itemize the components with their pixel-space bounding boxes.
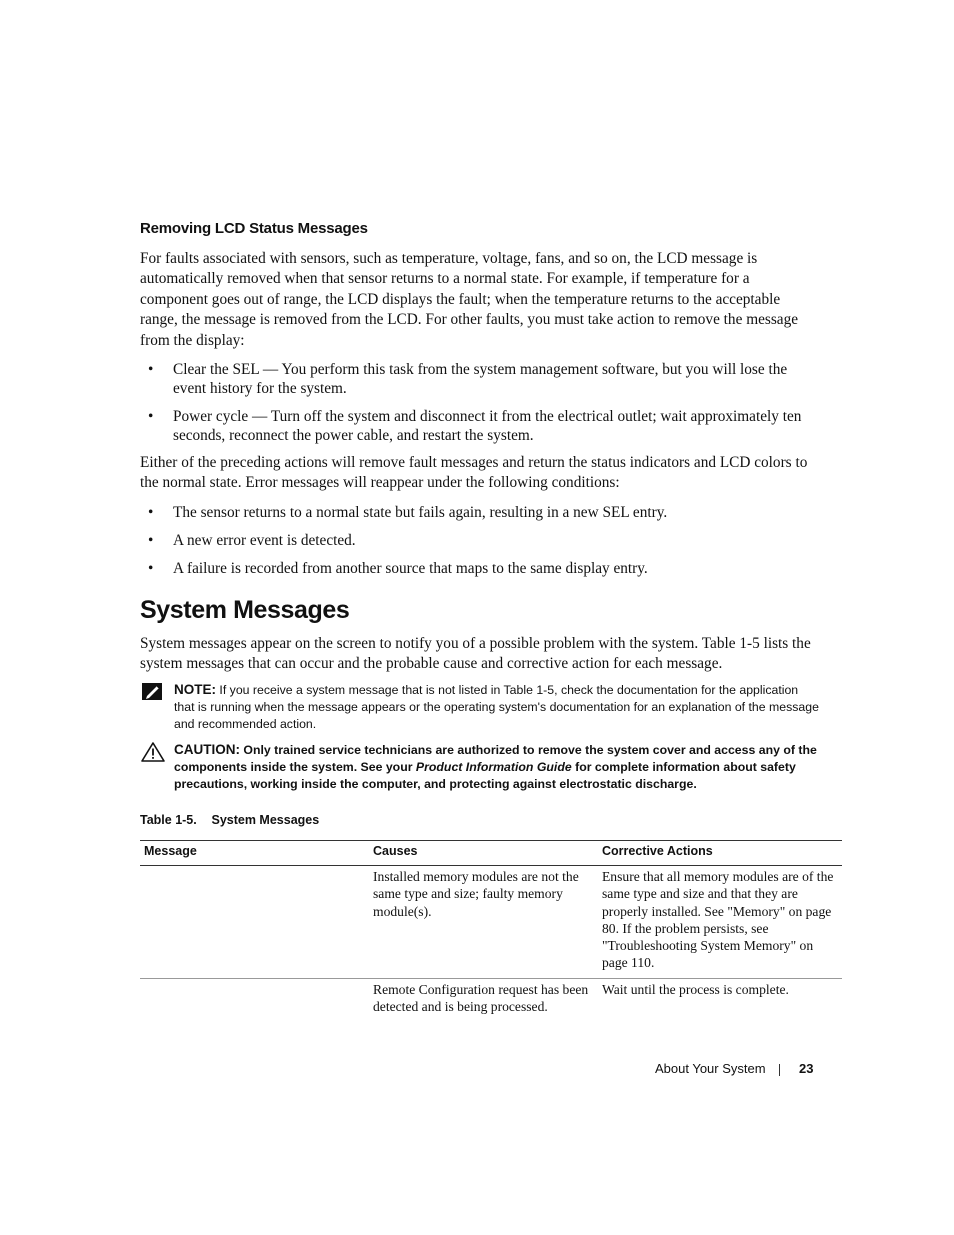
message-cell [140, 868, 369, 978]
page-number: 23 [799, 1061, 814, 1076]
list-item [140, 503, 820, 522]
bullet-icon: • [148, 504, 154, 521]
warning-triangle-icon [140, 741, 166, 763]
followup-paragraph: Either of the preceding actions will remove fault messages and return the status indicators and LCD colors to the normal state. Error messages will reappear under the following conditions: [140, 454, 808, 492]
intro-paragraph: For faults associated with sensors, such as temperature, voltage, fans, and so on, the LCD message is automatically removed when that sensor returns to a normal state. For example, if temperature for a component goes out of range, the LCD displays the fault; when the temperature returns to the acceptable range, the message is removed from the LCD. For other faults, you must take action to remove the message from the display: [140, 250, 799, 349]
table-caption [140, 813, 319, 827]
bullet-icon: • [148, 560, 154, 577]
list-item-text: A failure is recorded from another source that maps to the same display entry. [173, 560, 648, 577]
note-label: NOTE: [174, 682, 216, 697]
main-paragraph: System messages appear on the screen to notify you of a possible problem with the system. Table 1-5 lists the system messages that can occur and the probable cause and corrective action for each message. [140, 635, 811, 672]
message-cell [140, 981, 369, 1022]
table-row [140, 979, 842, 1022]
table-number: Table 1-5. [140, 813, 197, 827]
caution-text: Only trained service technicians are authorized to remove the system cover and access any of the components inside the system. See your [174, 743, 817, 775]
actions-cell: Wait until the process is complete. [602, 981, 789, 997]
conditions-list [140, 503, 820, 587]
system-messages-table [140, 840, 842, 1021]
footer-section-title: About Your System [655, 1061, 766, 1076]
removal-actions-list [140, 360, 820, 454]
list-item [140, 407, 820, 445]
table-title: System Messages [211, 813, 320, 827]
actions-cell: Ensure that all memory modules are of the same type and size and that they are properly installed. See "Memory" on page 80. If the problem persists, see "Troubleshooting System Memory" on page 110. [602, 869, 834, 971]
table-row [140, 866, 842, 979]
table-header [140, 841, 842, 866]
note-text: If you receive a system message that is not listed in Table 1-5, check the documentation for the application that is running when the message appears or the operating system's documentation for an explanation of the message and recommended action. [174, 683, 819, 732]
causes-cell: Remote Configuration request has been detected and is being processed. [373, 981, 589, 1015]
caution-box [140, 741, 820, 794]
footer-divider [779, 1064, 780, 1076]
list-item-text: Clear the SEL — You perform this task from the system management software, but you will lose the event history for the system. [173, 361, 788, 397]
column-header-causes: Causes [373, 844, 418, 858]
note-box [140, 681, 820, 734]
list-item [140, 360, 820, 398]
list-item-text: The sensor returns to a normal state but fails again, resulting in a new SEL entry. [173, 504, 668, 521]
list-item [140, 531, 820, 550]
product-guide-reference: Product Information Guide [415, 760, 572, 775]
caution-label: CAUTION: [174, 742, 240, 757]
column-header-message: Message [144, 844, 197, 858]
caution-text-end: for complete information about safety precautions, working inside the computer, and protecting against electrostatic discharge. [174, 760, 796, 792]
list-item-text: Power cycle — Turn off the system and disconnect it from the electrical outlet; wait approximately ten seconds, reconnect the power cable, and restart the system. [173, 408, 802, 444]
document-page [140, 0, 844, 1235]
list-item [140, 559, 820, 578]
causes-cell: Installed memory modules are not the same type and size; faulty memory module(s). [373, 869, 579, 919]
note-pencil-icon [140, 681, 166, 703]
column-header-actions: Corrective Actions [602, 844, 713, 858]
section-heading: Removing LCD Status Messages [140, 220, 368, 237]
bullet-icon: • [148, 361, 154, 378]
list-item-text: A new error event is detected. [173, 532, 356, 549]
main-heading: System Messages [140, 596, 350, 624]
bullet-icon: • [148, 408, 154, 425]
bullet-icon: • [148, 532, 154, 549]
